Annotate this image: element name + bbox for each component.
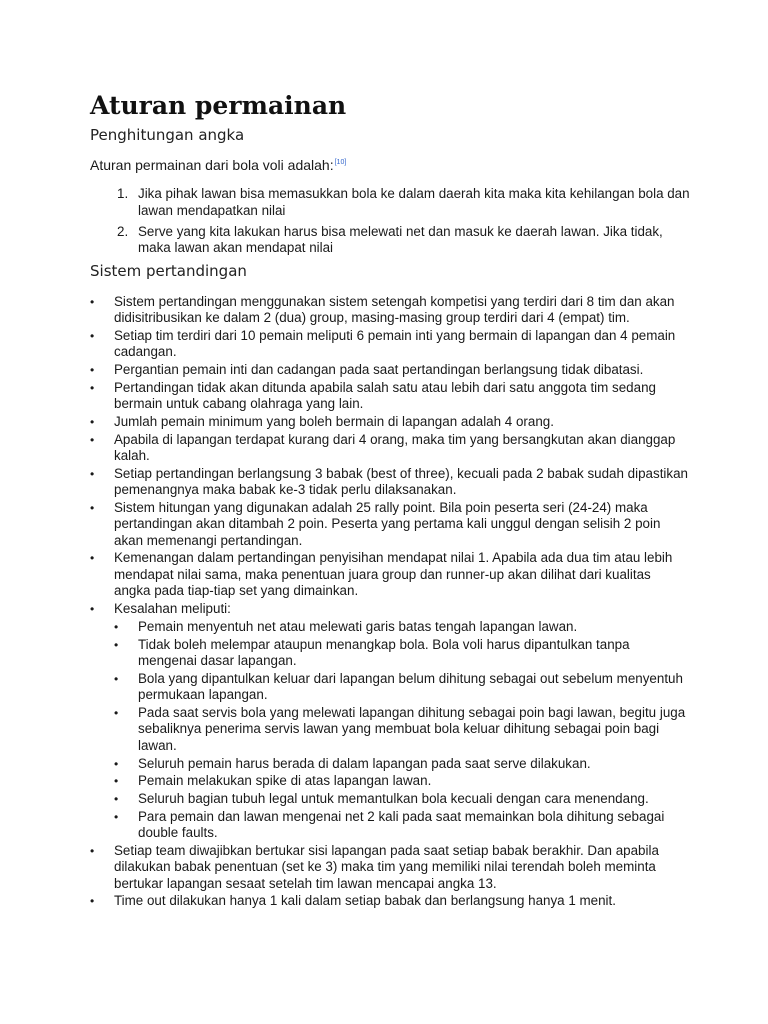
list-item	[90, 843, 690, 892]
match-system-list	[90, 294, 690, 910]
section-heading-match-system: Sistem pertandingan	[90, 262, 247, 280]
intro-text: Aturan permainan dari bola voli adalah:	[90, 157, 334, 173]
bullet-icon: •	[90, 601, 95, 616]
sub-list-item	[114, 773, 690, 789]
bullet-icon: •	[90, 501, 95, 516]
sub-list-item	[114, 791, 690, 807]
bullet-icon: •	[90, 295, 95, 309]
list-item-text: Sistem hitungan yang digunakan adalah 25 rally point. Bila poin peserta seri (24-24) maka pertandingan akan ditambah 2 poin. Peserta yang pertama kali unggul dengan selisih 2 poin akan memenangi pertandingan.	[114, 500, 661, 548]
bullet-icon: •	[90, 329, 95, 344]
list-item	[90, 601, 690, 842]
sub-list-item	[114, 619, 690, 635]
scoring-rules-list	[90, 186, 690, 257]
list-item-text: Apabila di lapangan terdapat kurang dari 4 orang, maka tim yang bersangkutan akan dianggap kalah.	[114, 431, 676, 464]
list-item-text: Setiap team diwajibkan bertukar sisi lapangan pada saat setiap babak berakhir. Dan apabila dilakukan babak penentuan (set ke 3) maka tim yang memiliki nilai terendah boleh meminta bertukar lapangan sesaat setelah tim lawan mencapai angka 13.	[114, 843, 659, 891]
list-item-text: Tidak boleh melempar ataupun menangkap bola. Bola voli harus dipantulkan tanpa mengenai dasar lapangan.	[138, 636, 630, 669]
list-item-text: Serve yang kita lakukan harus bisa melewati net dan masuk ke daerah lawan. Jika tidak, maka lawan akan mendapat nilai	[138, 223, 663, 255]
list-item-text: Time out dilakukan hanya 1 kali dalam setiap babak dan berlangsung hanya 1 menit.	[114, 893, 616, 909]
bullet-icon: •	[114, 637, 119, 652]
list-item-text: Setiap tim terdiri dari 10 pemain meliputi 6 pemain inti yang bermain di lapangan dan 4 pemain cadangan.	[114, 328, 676, 360]
bullet-icon: •	[114, 809, 119, 824]
faults-list	[114, 619, 690, 841]
bullet-icon: •	[114, 792, 119, 807]
list-item	[90, 362, 690, 378]
list-item	[90, 893, 690, 909]
list-number: 2.	[117, 223, 129, 239]
sub-list-item	[114, 705, 690, 754]
section-heading-scoring: Penghitungan angka	[90, 126, 245, 144]
bullet-icon: •	[114, 756, 119, 771]
sub-list-item	[114, 671, 690, 704]
list-item-text: Jumlah pemain minimum yang boleh bermain di lapangan adalah 4 orang.	[114, 414, 554, 430]
page-title: Aturan permainan	[90, 91, 347, 120]
list-item-text: Pertandingan tidak akan ditunda apabila salah satu atau lebih dari satu anggota tim sedang bermain untuk cabang olahraga yang lain.	[114, 379, 656, 412]
list-item	[90, 414, 690, 430]
list-item-text: Setiap pertandingan berlangsung 3 babak (best of three), kecuali pada 2 babak sudah dipastikan pemenangnya maka babak ke-3 tidak perlu dilaksanakan.	[114, 465, 688, 498]
bullet-icon: •	[90, 415, 95, 430]
sub-list-item	[114, 756, 690, 772]
list-item-text: Para pemain dan lawan mengenai net 2 kali pada saat memainkan bola dihitung sebagai double faults.	[138, 808, 665, 841]
sub-list-item	[114, 809, 690, 842]
list-item-text: Kesalahan meliputi:	[114, 600, 231, 616]
list-item-text: Seluruh pemain harus berada di dalam lapangan pada saat serve dilakukan.	[138, 755, 591, 771]
bullet-icon: •	[90, 551, 95, 566]
list-item-text: Sistem pertandingan menggunakan sistem setengah kompetisi yang terdiri dari 8 tim dan akan didisitribusikan ke dalam 2 (dua) group, masing-masing group terdiri dari 4 (empat) tim.	[114, 294, 675, 326]
bullet-icon: •	[114, 774, 119, 789]
list-item-text: Kemenangan dalam pertandingan penyisihan mendapat nilai 1. Apabila ada dua tim atau lebih mendapat nilai sama, maka penentuan juara group dan runner-up akan dilihat dari kualitas angka pada tiap-tiap set yang dimainkan.	[114, 550, 673, 599]
list-item-text: Seluruh bagian tubuh legal untuk memantulkan bola kecuali dengan cara menendang.	[138, 791, 649, 807]
list-item-text: Bola yang dipantulkan keluar dari lapangan belum dihitung sebagai out sebelum menyentuh permukaan lapangan.	[138, 671, 683, 703]
list-item-text: Pemain menyentuh net atau melewati garis batas tengah lapangan lawan.	[138, 619, 578, 635]
list-item	[90, 224, 690, 257]
bullet-icon: •	[90, 844, 95, 858]
list-item-text: Jika pihak lawan bisa memasukkan bola ke dalam daerah kita maka kita kehilangan bola dan lawan mendapatkan nilai	[138, 186, 690, 218]
list-item	[90, 466, 690, 499]
bullet-icon: •	[90, 466, 95, 481]
list-item	[90, 186, 690, 219]
bullet-icon: •	[90, 432, 95, 447]
list-item-text: Pergantian pemain inti dan cadangan pada saat pertandingan berlangsung tidak dibatasi.	[114, 362, 644, 378]
list-item-text: Pemain melakukan spike di atas lapangan lawan.	[138, 773, 432, 789]
list-item	[90, 550, 690, 599]
bullet-icon: •	[90, 380, 95, 395]
list-item	[90, 380, 690, 413]
document-page	[90, 90, 690, 911]
list-item	[90, 500, 690, 549]
bullet-icon: •	[90, 363, 95, 378]
list-item	[90, 328, 690, 361]
list-item	[90, 432, 690, 465]
bullet-icon: •	[114, 672, 119, 687]
list-number: 1.	[117, 186, 129, 201]
bullet-icon: •	[114, 620, 119, 635]
bullet-icon: •	[90, 894, 95, 909]
intro-paragraph	[90, 154, 690, 174]
bullet-icon: •	[114, 706, 119, 721]
reference-link[interactable]: [10]	[334, 159, 347, 166]
list-item	[90, 294, 690, 327]
list-item-text: Pada saat servis bola yang melewati lapangan dihitung sebagai poin bagi lawan, begitu juga sebaliknya penerima servis lawan yang membuat bola keluar dihitung sebagai poin bagi lawan.	[138, 705, 686, 753]
sub-list-item	[114, 637, 690, 670]
